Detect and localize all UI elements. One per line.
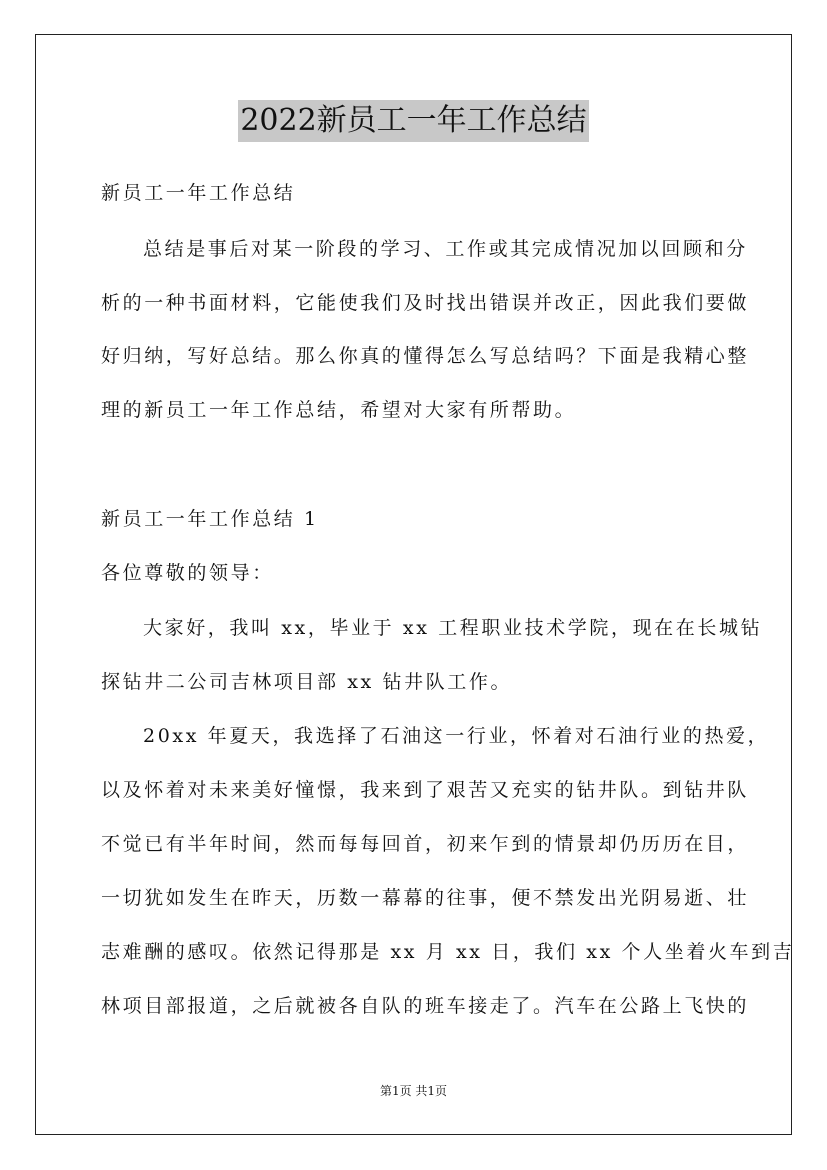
section-heading: 新员工一年工作总结 1 — [101, 508, 319, 530]
document-title: 2022新员工一年工作总结 — [238, 100, 588, 142]
paragraph-line: 一切犹如发生在昨天，历数一幕幕的往事，便不禁发出光阴易逝、壮 — [101, 887, 750, 909]
paragraph-line: 总结是事后对某一阶段的学习、工作或其完成情况加以回顾和分 — [143, 238, 748, 260]
paragraph-line: 理的新员工一年工作总结，希望对大家有所帮助。 — [101, 399, 577, 421]
section-heading: 新员工一年工作总结 — [101, 182, 296, 204]
paragraph-line: 探钻井二公司吉林项目部 xx 钻井队工作。 — [101, 671, 513, 693]
paragraph-line: 林项目部报道，之后就被各自队的班车接走了。汽车在公路上飞快的 — [101, 995, 750, 1017]
paragraph-line: 好归纳，写好总结。那么你真的懂得怎么写总结吗？下面是我精心整 — [101, 345, 750, 367]
paragraph-line: 志难酬的感叹。依然记得那是 xx 月 xx 日，我们 xx 个人坐着火车到吉 — [101, 941, 795, 963]
paragraph-line: 大家好，我叫 xx，毕业于 xx 工程职业技术学院，现在在长城钻 — [143, 617, 763, 639]
page-footer: 第1页 共1页 — [379, 1084, 448, 1098]
paragraph-line: 析的一种书面材料，它能使我们及时找出错误并改正，因此我们要做 — [101, 292, 750, 314]
salutation: 各位尊敬的领导： — [101, 562, 274, 584]
paragraph-line: 20xx 年夏天，我选择了石油这一行业，怀着对石油行业的热爱， — [143, 725, 770, 747]
paragraph-line: 以及怀着对未来美好憧憬，我来到了艰苦又充实的钻井队。到钻井队 — [101, 779, 750, 801]
paragraph-line: 不觉已有半年时间，然而每每回首，初来乍到的情景却仍历历在目， — [101, 833, 750, 855]
title-container — [0, 100, 827, 142]
